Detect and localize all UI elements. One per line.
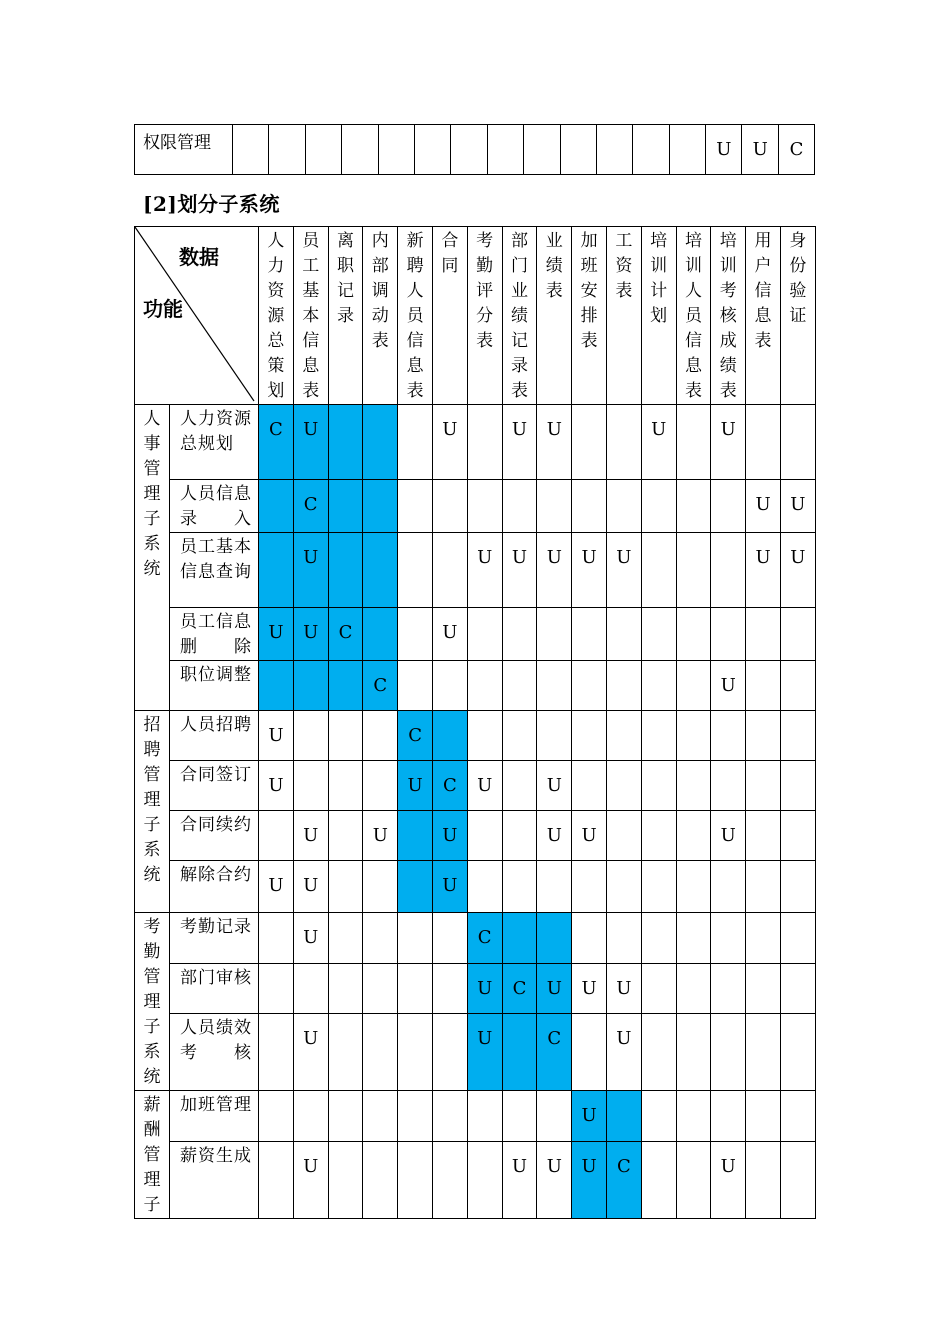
column-header: 用 户 信 息 表 — [746, 227, 781, 405]
permission-cell — [378, 125, 414, 175]
matrix-cell: U — [467, 963, 502, 1014]
matrix-cell — [363, 480, 398, 533]
matrix-cell — [293, 761, 328, 811]
permission-cell: U — [742, 125, 778, 175]
matrix-cell — [641, 963, 676, 1014]
matrix-cell — [641, 533, 676, 608]
matrix-cell: U — [572, 533, 607, 608]
matrix-cell — [363, 711, 398, 761]
matrix-cell — [641, 608, 676, 661]
matrix-cell — [606, 811, 641, 861]
function-name: 人员绩效考核 — [170, 1014, 259, 1091]
matrix-cell: U — [711, 405, 746, 480]
matrix-cell — [293, 711, 328, 761]
matrix-cell — [328, 811, 363, 861]
matrix-cell — [641, 480, 676, 533]
matrix-cell — [537, 608, 572, 661]
matrix-cell — [780, 861, 815, 913]
matrix-row — [135, 405, 816, 480]
matrix-cell — [641, 913, 676, 964]
matrix-cell — [676, 761, 711, 811]
column-header: 考 勤 评 分 表 — [467, 227, 502, 405]
matrix-row — [135, 1142, 816, 1219]
matrix-cell — [363, 1142, 398, 1219]
matrix-cell — [746, 711, 781, 761]
matrix-cell — [780, 913, 815, 964]
matrix-cell — [502, 811, 537, 861]
matrix-cell — [398, 405, 433, 480]
matrix-cell — [259, 661, 294, 711]
permission-cell — [560, 125, 596, 175]
subsystem-name: 招 聘 管 理 子 系 统 — [135, 711, 170, 913]
matrix-cell: C — [293, 480, 328, 533]
matrix-cell — [676, 480, 711, 533]
column-header: 加 班 安 排 表 — [572, 227, 607, 405]
matrix-cell — [676, 1014, 711, 1091]
matrix-cell — [328, 861, 363, 913]
matrix-row — [135, 711, 816, 761]
matrix-cell: U — [537, 405, 572, 480]
matrix-cell — [328, 1091, 363, 1142]
matrix-cell — [363, 533, 398, 608]
corner-cell — [135, 227, 259, 405]
matrix-cell — [746, 761, 781, 811]
matrix-row — [135, 1091, 816, 1142]
matrix-cell — [711, 1014, 746, 1091]
matrix-cell — [746, 811, 781, 861]
matrix-cell — [328, 711, 363, 761]
column-header: 培 训 计 划 — [641, 227, 676, 405]
matrix-cell — [780, 405, 815, 480]
matrix-cell — [780, 1142, 815, 1219]
matrix-cell: U — [363, 811, 398, 861]
matrix-cell — [432, 533, 467, 608]
matrix-cell: U — [293, 913, 328, 964]
permission-cell — [414, 125, 450, 175]
matrix-cell — [606, 913, 641, 964]
matrix-cell: U — [537, 533, 572, 608]
corner-data-label: 数据 — [179, 245, 219, 269]
matrix-cell — [711, 1091, 746, 1142]
matrix-cell — [641, 661, 676, 711]
matrix-cell: C — [328, 608, 363, 661]
function-name: 员工基本信息查询 — [170, 533, 259, 608]
matrix-cell — [711, 608, 746, 661]
matrix-cell — [676, 711, 711, 761]
matrix-cell — [363, 913, 398, 964]
matrix-cell — [432, 661, 467, 711]
matrix-cell: U — [780, 480, 815, 533]
matrix-cell — [398, 1014, 433, 1091]
matrix-cell: C — [363, 661, 398, 711]
permission-label: 权限管理 — [135, 125, 233, 175]
permission-cell — [305, 125, 341, 175]
matrix-cell — [398, 913, 433, 964]
permission-cell — [669, 125, 705, 175]
matrix-cell: U — [467, 761, 502, 811]
matrix-cell — [711, 963, 746, 1014]
permission-cell — [233, 125, 269, 175]
matrix-cell — [398, 533, 433, 608]
matrix-cell: U — [537, 761, 572, 811]
matrix-cell — [676, 811, 711, 861]
matrix-cell — [398, 1091, 433, 1142]
matrix-cell — [259, 963, 294, 1014]
matrix-cell: U — [293, 608, 328, 661]
function-name: 加班管理 — [170, 1091, 259, 1142]
function-name: 员工信息删除 — [170, 608, 259, 661]
matrix-cell — [676, 913, 711, 964]
matrix-row — [135, 533, 816, 608]
matrix-cell — [641, 761, 676, 811]
matrix-cell: U — [711, 1142, 746, 1219]
matrix-cell: U — [606, 963, 641, 1014]
matrix-cell — [537, 661, 572, 711]
matrix-cell: U — [293, 1014, 328, 1091]
matrix-cell — [398, 1142, 433, 1219]
matrix-cell: U — [398, 761, 433, 811]
matrix-cell — [502, 1014, 537, 1091]
matrix-cell — [259, 1014, 294, 1091]
permission-cell: C — [778, 125, 814, 175]
matrix-cell — [259, 913, 294, 964]
matrix-cell: U — [572, 1091, 607, 1142]
matrix-cell — [711, 913, 746, 964]
matrix-cell — [711, 533, 746, 608]
matrix-cell: U — [537, 963, 572, 1014]
matrix-cell: U — [606, 533, 641, 608]
matrix-cell — [606, 1091, 641, 1142]
matrix-cell — [502, 608, 537, 661]
matrix-row — [135, 861, 816, 913]
permission-cell — [342, 125, 378, 175]
matrix-cell — [398, 480, 433, 533]
function-name: 人员招聘 — [170, 711, 259, 761]
matrix-cell — [572, 761, 607, 811]
matrix-cell: U — [711, 811, 746, 861]
permission-cell — [633, 125, 669, 175]
matrix-cell — [676, 533, 711, 608]
matrix-cell — [432, 913, 467, 964]
matrix-cell — [711, 861, 746, 913]
matrix-cell — [502, 913, 537, 964]
matrix-cell — [606, 761, 641, 811]
corner-function-label: 功能 — [143, 297, 183, 321]
matrix-cell — [780, 761, 815, 811]
matrix-row — [135, 811, 816, 861]
matrix-cell — [363, 963, 398, 1014]
matrix-cell — [398, 861, 433, 913]
column-header: 部 门 业 绩 记 录 表 — [502, 227, 537, 405]
matrix-cell — [711, 480, 746, 533]
matrix-cell — [259, 811, 294, 861]
function-name: 部门审核 — [170, 963, 259, 1014]
matrix-cell — [537, 1091, 572, 1142]
function-name: 合同签订 — [170, 761, 259, 811]
matrix-cell — [537, 913, 572, 964]
subsystem-matrix — [134, 226, 816, 1219]
matrix-cell — [780, 963, 815, 1014]
matrix-cell — [467, 861, 502, 913]
matrix-cell — [363, 1091, 398, 1142]
matrix-cell — [746, 661, 781, 711]
matrix-cell: U — [780, 533, 815, 608]
matrix-cell — [363, 608, 398, 661]
matrix-cell — [467, 405, 502, 480]
matrix-cell — [572, 711, 607, 761]
matrix-cell — [641, 861, 676, 913]
matrix-cell: U — [432, 608, 467, 661]
matrix-cell — [746, 963, 781, 1014]
matrix-cell — [328, 913, 363, 964]
matrix-cell — [676, 861, 711, 913]
matrix-cell — [363, 861, 398, 913]
matrix-cell — [502, 480, 537, 533]
column-header: 内 部 调 动 表 — [363, 227, 398, 405]
matrix-cell — [467, 1142, 502, 1219]
matrix-cell: U — [641, 405, 676, 480]
matrix-cell — [293, 661, 328, 711]
matrix-cell — [502, 861, 537, 913]
matrix-row — [135, 761, 816, 811]
matrix-cell — [746, 861, 781, 913]
matrix-cell — [746, 608, 781, 661]
matrix-cell — [467, 608, 502, 661]
matrix-cell: U — [537, 1142, 572, 1219]
matrix-cell — [467, 711, 502, 761]
function-name: 考勤记录 — [170, 913, 259, 964]
matrix-cell — [537, 480, 572, 533]
matrix-cell — [502, 1091, 537, 1142]
matrix-header-row — [135, 227, 816, 405]
matrix-cell: U — [293, 405, 328, 480]
permission-cell: U — [706, 125, 742, 175]
matrix-cell: C — [537, 1014, 572, 1091]
matrix-cell: U — [293, 1142, 328, 1219]
matrix-cell — [398, 661, 433, 711]
matrix-cell — [572, 480, 607, 533]
matrix-cell: U — [572, 1142, 607, 1219]
matrix-row — [135, 661, 816, 711]
matrix-cell — [780, 811, 815, 861]
permission-cell — [524, 125, 560, 175]
matrix-cell — [676, 405, 711, 480]
matrix-cell: U — [293, 811, 328, 861]
matrix-cell — [467, 480, 502, 533]
matrix-cell: U — [711, 661, 746, 711]
matrix-cell — [572, 861, 607, 913]
matrix-cell — [746, 1014, 781, 1091]
matrix-cell: U — [432, 861, 467, 913]
matrix-cell — [328, 761, 363, 811]
permission-cell — [596, 125, 632, 175]
matrix-cell — [606, 711, 641, 761]
column-header: 培 训 人 员 信 息 表 — [676, 227, 711, 405]
matrix-cell — [537, 711, 572, 761]
matrix-row — [135, 608, 816, 661]
matrix-cell — [259, 533, 294, 608]
column-header: 离 职 记 录 — [328, 227, 363, 405]
matrix-cell: C — [259, 405, 294, 480]
matrix-cell — [328, 480, 363, 533]
subsystem-name: 考 勤 管 理 子 系 统 — [135, 913, 170, 1091]
matrix-cell — [572, 405, 607, 480]
matrix-cell: U — [572, 811, 607, 861]
column-header: 合 同 — [432, 227, 467, 405]
matrix-cell — [572, 661, 607, 711]
matrix-cell — [467, 811, 502, 861]
function-name: 合同续约 — [170, 811, 259, 861]
column-header: 身 份 验 证 — [780, 227, 815, 405]
matrix-cell — [746, 405, 781, 480]
matrix-cell — [746, 1142, 781, 1219]
matrix-cell — [606, 405, 641, 480]
permission-cell — [487, 125, 523, 175]
matrix-cell — [676, 963, 711, 1014]
matrix-cell — [398, 608, 433, 661]
matrix-cell — [328, 405, 363, 480]
matrix-cell — [606, 608, 641, 661]
matrix-cell: U — [467, 1014, 502, 1091]
matrix-cell — [711, 711, 746, 761]
matrix-cell: U — [537, 811, 572, 861]
matrix-cell — [641, 811, 676, 861]
permission-row — [135, 125, 815, 175]
matrix-cell — [432, 1142, 467, 1219]
matrix-cell: U — [746, 533, 781, 608]
column-header: 工 资 表 — [606, 227, 641, 405]
matrix-cell — [293, 963, 328, 1014]
permission-cell — [269, 125, 305, 175]
section-heading: [2]划分子系统 — [143, 192, 280, 216]
matrix-cell — [398, 963, 433, 1014]
matrix-cell — [641, 711, 676, 761]
permission-cell — [451, 125, 487, 175]
matrix-cell — [467, 1091, 502, 1142]
matrix-cell — [606, 861, 641, 913]
matrix-row — [135, 1014, 816, 1091]
matrix-cell — [432, 1091, 467, 1142]
matrix-row — [135, 480, 816, 533]
matrix-cell — [780, 661, 815, 711]
matrix-cell — [432, 480, 467, 533]
matrix-cell — [363, 1014, 398, 1091]
matrix-cell: C — [502, 963, 537, 1014]
matrix-cell — [363, 405, 398, 480]
matrix-cell — [676, 608, 711, 661]
function-name: 解除合约 — [170, 861, 259, 913]
matrix-cell — [363, 761, 398, 811]
matrix-cell — [780, 1014, 815, 1091]
matrix-cell — [467, 661, 502, 711]
matrix-cell: U — [259, 711, 294, 761]
matrix-cell: U — [572, 963, 607, 1014]
matrix-cell: U — [502, 1142, 537, 1219]
matrix-cell — [676, 1091, 711, 1142]
matrix-cell: U — [606, 1014, 641, 1091]
matrix-cell: U — [432, 811, 467, 861]
matrix-cell — [572, 913, 607, 964]
matrix-cell: C — [606, 1142, 641, 1219]
function-name: 人力资源总规划 — [170, 405, 259, 480]
subsystem-name: 薪 酬 管 理 子 — [135, 1091, 170, 1219]
column-header: 人 力 资 源 总 策 划 — [259, 227, 294, 405]
matrix-cell: U — [259, 608, 294, 661]
matrix-cell: U — [502, 405, 537, 480]
matrix-cell — [259, 1142, 294, 1219]
matrix-cell — [572, 608, 607, 661]
function-name: 人员信息录入 — [170, 480, 259, 533]
matrix-cell — [293, 1091, 328, 1142]
matrix-cell — [676, 1142, 711, 1219]
matrix-cell — [746, 913, 781, 964]
column-header: 业 绩 表 — [537, 227, 572, 405]
column-header: 员 工 基 本 信 息 表 — [293, 227, 328, 405]
matrix-cell — [676, 661, 711, 711]
matrix-cell — [780, 608, 815, 661]
matrix-row — [135, 913, 816, 964]
matrix-cell — [328, 963, 363, 1014]
matrix-cell — [746, 1091, 781, 1142]
matrix-cell — [641, 1014, 676, 1091]
matrix-cell — [537, 861, 572, 913]
matrix-cell — [328, 661, 363, 711]
matrix-cell: U — [293, 533, 328, 608]
matrix-cell — [328, 533, 363, 608]
matrix-cell — [398, 811, 433, 861]
matrix-cell — [432, 1014, 467, 1091]
matrix-cell: U — [432, 405, 467, 480]
matrix-cell: C — [467, 913, 502, 964]
matrix-cell: U — [746, 480, 781, 533]
matrix-cell — [502, 761, 537, 811]
matrix-cell — [606, 480, 641, 533]
matrix-cell — [328, 1142, 363, 1219]
permission-table — [134, 124, 815, 175]
matrix-cell: U — [502, 533, 537, 608]
matrix-cell: C — [432, 761, 467, 811]
matrix-cell — [502, 661, 537, 711]
matrix-cell — [780, 711, 815, 761]
matrix-cell — [502, 711, 537, 761]
column-header: 培 训 考 核 成 绩 表 — [711, 227, 746, 405]
matrix-cell — [606, 661, 641, 711]
function-name: 薪资生成 — [170, 1142, 259, 1219]
matrix-cell — [259, 480, 294, 533]
matrix-cell — [328, 1014, 363, 1091]
matrix-cell: C — [398, 711, 433, 761]
column-header: 新 聘 人 员 信 息 表 — [398, 227, 433, 405]
matrix-cell — [572, 1014, 607, 1091]
subsystem-name: 人 事 管 理 子 系 统 — [135, 405, 170, 711]
matrix-cell: U — [259, 861, 294, 913]
matrix-cell: U — [293, 861, 328, 913]
matrix-cell — [780, 1091, 815, 1142]
matrix-cell — [259, 1091, 294, 1142]
function-name: 职位调整 — [170, 661, 259, 711]
matrix-cell — [711, 761, 746, 811]
matrix-cell: U — [259, 761, 294, 811]
matrix-cell — [432, 963, 467, 1014]
matrix-cell: U — [467, 533, 502, 608]
matrix-cell — [641, 1142, 676, 1219]
matrix-cell — [641, 1091, 676, 1142]
matrix-cell — [432, 711, 467, 761]
matrix-row — [135, 963, 816, 1014]
